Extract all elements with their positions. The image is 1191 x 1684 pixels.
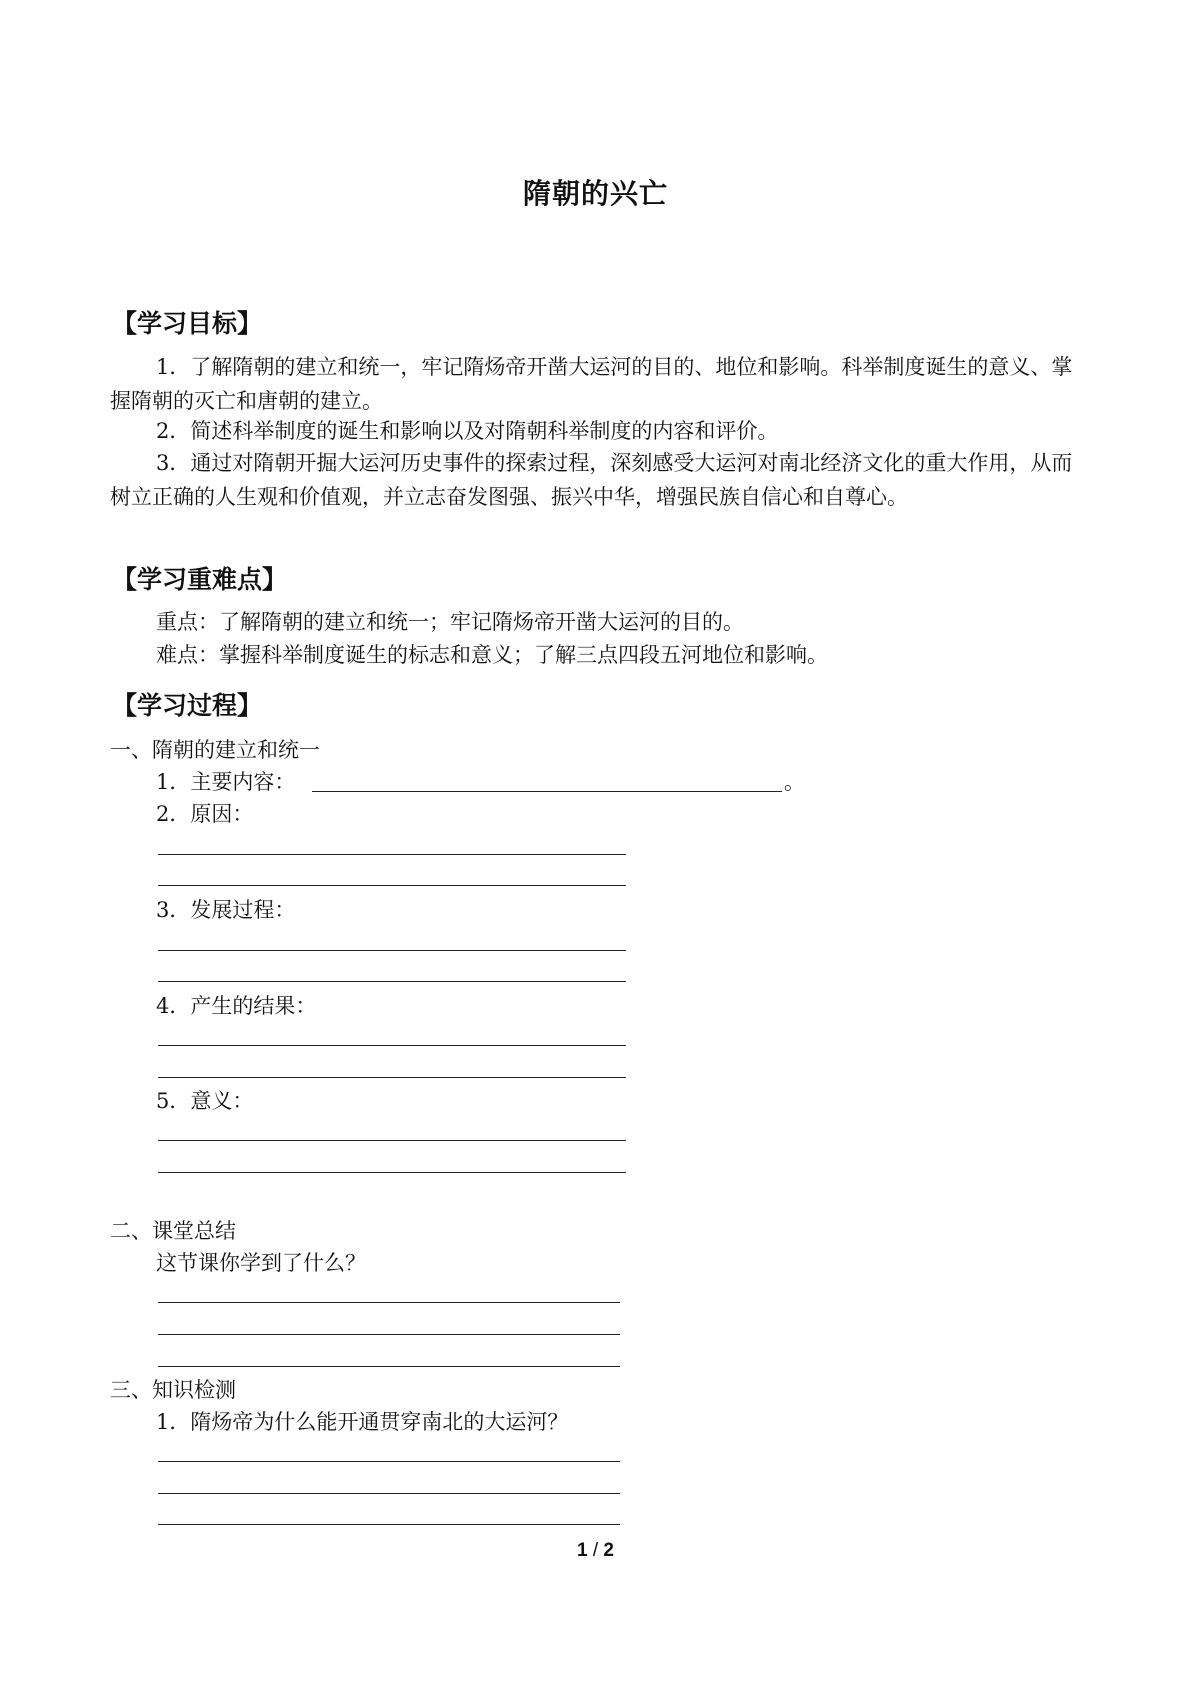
answer-line-result-1[interactable] <box>158 1045 626 1046</box>
section1-item3-label: 3．发展过程： <box>156 898 296 922</box>
answer-line-check-3[interactable] <box>158 1524 620 1525</box>
objective-item-3: 3．通过对隋朝开掘大运河历史事件的探索过程，深刻感受大运河对南北经济文化的重大作用，从而树立正确的人生观和价值观，并立志奋发图强、振兴中华，增强民族自信心和自尊心。 <box>110 451 1073 509</box>
objective-item-1: 1．了解隋朝的建立和统一，牢记隋炀帝开凿大运河的目的、地位和影响。科举制度诞生的意义、掌握隋朝的灭亡和唐朝的建立。 <box>110 355 1073 413</box>
section2-title: 二、课堂总结 <box>110 1219 236 1243</box>
section1-item2-label: 2．原因： <box>156 802 254 826</box>
section2-question: 这节课你学到了什么？ <box>156 1251 366 1275</box>
section3-title: 三、知识检测 <box>110 1378 236 1402</box>
page-number <box>0 1540 1191 1562</box>
section1-item1-end: 。 <box>784 770 805 794</box>
process-heading: 【学习过程】 <box>112 691 263 720</box>
answer-line-reason-2[interactable] <box>158 885 626 886</box>
keypoints-heading: 【学习重难点】 <box>112 565 288 594</box>
answer-blank-main-content[interactable] <box>312 791 782 792</box>
answer-line-summary-1[interactable] <box>158 1302 620 1303</box>
section1-item1-label: 1．主要内容： <box>156 770 296 794</box>
answer-line-reason-1[interactable] <box>158 854 626 855</box>
section3-question-1: 1．隋炀帝为什么能开通贯穿南北的大运河？ <box>156 1410 569 1434</box>
objectives-heading: 【学习目标】 <box>112 309 263 338</box>
keypoint-difficulty: 难点：掌握科举制度诞生的标志和意义；了解三点四段五河地位和影响。 <box>156 643 828 667</box>
section1-item5-label: 5．意义： <box>156 1089 254 1113</box>
page-total: 2 <box>603 1540 614 1561</box>
page-separator: / <box>592 1540 599 1561</box>
answer-line-process-2[interactable] <box>158 981 626 982</box>
objective-item-2: 2．简述科举制度的诞生和影响以及对隋朝科举制度的内容和评价。 <box>156 419 779 443</box>
answer-line-significance-2[interactable] <box>158 1172 626 1173</box>
answer-line-process-1[interactable] <box>158 950 626 951</box>
keypoint-focus: 重点：了解隋朝的建立和统一；牢记隋炀帝开凿大运河的目的。 <box>156 610 744 634</box>
section1-title: 一、隋朝的建立和统一 <box>110 738 320 762</box>
page-current: 1 <box>577 1540 588 1561</box>
answer-line-significance-1[interactable] <box>158 1140 626 1141</box>
answer-line-summary-2[interactable] <box>158 1334 620 1335</box>
answer-line-summary-3[interactable] <box>158 1366 620 1367</box>
page-title: 隋朝的兴亡 <box>522 177 668 210</box>
answer-line-check-1[interactable] <box>158 1461 620 1462</box>
section1-item4-label: 4．产生的结果： <box>156 994 317 1018</box>
answer-line-result-2[interactable] <box>158 1077 626 1078</box>
answer-line-check-2[interactable] <box>158 1493 620 1494</box>
